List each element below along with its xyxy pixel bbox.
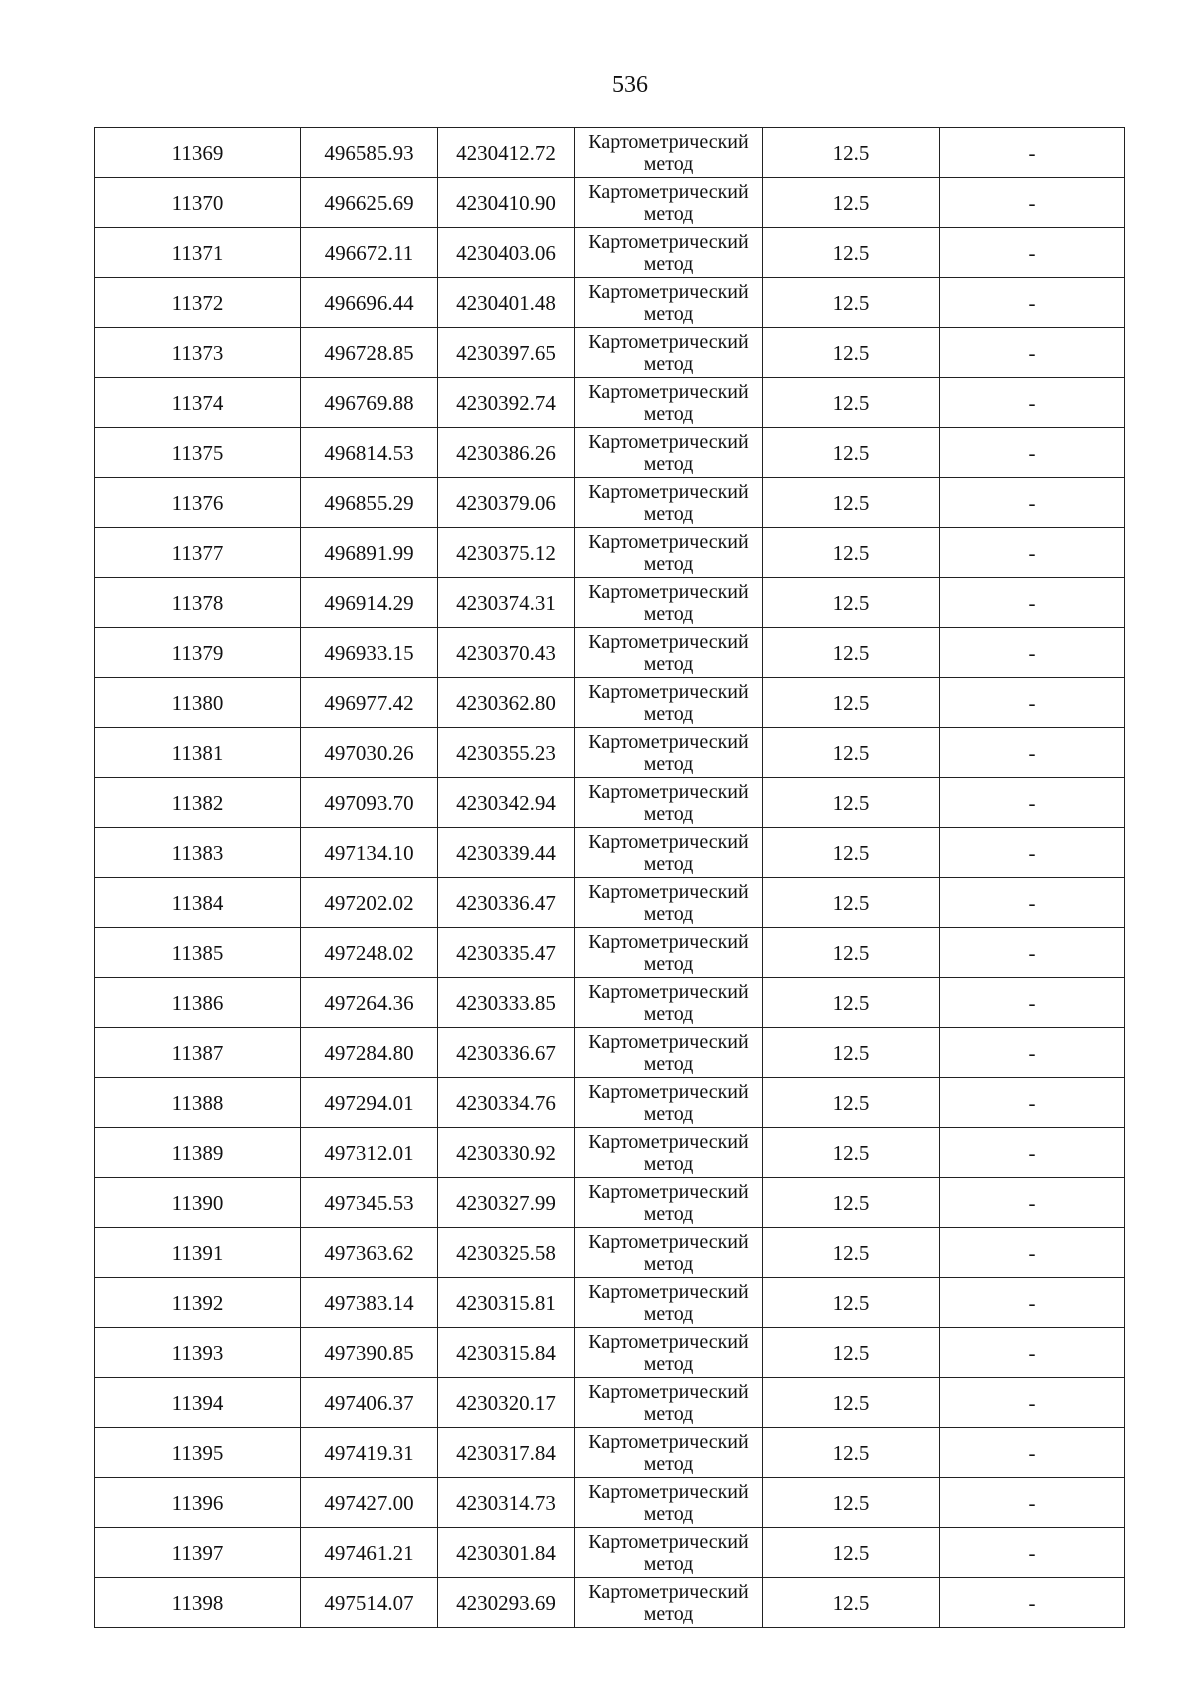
method-line-2: метод	[643, 352, 694, 375]
method-cell	[575, 1528, 763, 1578]
point-number-cell: 11376	[95, 478, 301, 528]
method-line-1: Картометрический	[588, 780, 749, 803]
note-cell: -	[940, 1528, 1125, 1578]
method-line-2: метод	[643, 252, 694, 275]
y-coordinate-cell: 4230339.44	[438, 828, 575, 878]
method-cell	[575, 1278, 763, 1328]
x-coordinate-cell: 497345.53	[301, 1178, 438, 1228]
table-row	[95, 128, 1125, 178]
note-cell: -	[940, 1278, 1125, 1328]
point-number-cell: 11377	[95, 528, 301, 578]
accuracy-cell: 12.5	[763, 378, 940, 428]
y-coordinate-cell: 4230362.80	[438, 678, 575, 728]
x-coordinate-cell: 497406.37	[301, 1378, 438, 1428]
x-coordinate-cell: 496914.29	[301, 578, 438, 628]
table-row	[95, 678, 1125, 728]
table-row	[95, 828, 1125, 878]
accuracy-cell: 12.5	[763, 828, 940, 878]
note-cell: -	[940, 1128, 1125, 1178]
accuracy-cell: 12.5	[763, 328, 940, 378]
method-line-1: Картометрический	[588, 580, 749, 603]
note-cell: -	[940, 478, 1125, 528]
method-cell	[575, 278, 763, 328]
point-number-cell: 11379	[95, 628, 301, 678]
method-line-2: метод	[643, 952, 694, 975]
method-line-2: метод	[643, 202, 694, 225]
method-cell	[575, 428, 763, 478]
accuracy-cell: 12.5	[763, 728, 940, 778]
table-row	[95, 1078, 1125, 1128]
note-cell: -	[940, 1228, 1125, 1278]
method-line-2: метод	[643, 902, 694, 925]
accuracy-cell: 12.5	[763, 478, 940, 528]
note-cell: -	[940, 878, 1125, 928]
x-coordinate-cell: 497284.80	[301, 1028, 438, 1078]
table-row	[95, 328, 1125, 378]
method-line-1: Картометрический	[588, 480, 749, 503]
table-row	[95, 528, 1125, 578]
note-cell: -	[940, 678, 1125, 728]
accuracy-cell: 12.5	[763, 778, 940, 828]
table-row	[95, 1578, 1125, 1628]
method-line-1: Картометрический	[588, 380, 749, 403]
x-coordinate-cell: 497030.26	[301, 728, 438, 778]
accuracy-cell: 12.5	[763, 578, 940, 628]
note-cell: -	[940, 1428, 1125, 1478]
method-line-2: метод	[643, 1552, 694, 1575]
accuracy-cell: 12.5	[763, 928, 940, 978]
y-coordinate-cell: 4230355.23	[438, 728, 575, 778]
y-coordinate-cell: 4230386.26	[438, 428, 575, 478]
coordinates-table	[94, 127, 1125, 1628]
point-number-cell: 11387	[95, 1028, 301, 1078]
point-number-cell: 11388	[95, 1078, 301, 1128]
point-number-cell: 11396	[95, 1478, 301, 1528]
method-line-1: Картометрический	[588, 830, 749, 853]
x-coordinate-cell: 496977.42	[301, 678, 438, 728]
accuracy-cell: 12.5	[763, 528, 940, 578]
accuracy-cell: 12.5	[763, 1228, 940, 1278]
point-number-cell: 11372	[95, 278, 301, 328]
note-cell: -	[940, 1028, 1125, 1078]
note-cell: -	[940, 578, 1125, 628]
y-coordinate-cell: 4230315.81	[438, 1278, 575, 1328]
method-line-2: метод	[643, 1002, 694, 1025]
accuracy-cell: 12.5	[763, 1378, 940, 1428]
method-line-2: метод	[643, 502, 694, 525]
y-coordinate-cell: 4230370.43	[438, 628, 575, 678]
accuracy-cell: 12.5	[763, 1078, 940, 1128]
method-line-1: Картометрический	[588, 1480, 749, 1503]
accuracy-cell: 12.5	[763, 278, 940, 328]
accuracy-cell: 12.5	[763, 1528, 940, 1578]
table-row	[95, 378, 1125, 428]
table-row	[95, 628, 1125, 678]
y-coordinate-cell: 4230397.65	[438, 328, 575, 378]
point-number-cell: 11380	[95, 678, 301, 728]
method-line-1: Картометрический	[588, 280, 749, 303]
method-line-1: Картометрический	[588, 180, 749, 203]
accuracy-cell: 12.5	[763, 1328, 940, 1378]
method-line-1: Картометрический	[588, 1130, 749, 1153]
method-line-2: метод	[643, 802, 694, 825]
y-coordinate-cell: 4230327.99	[438, 1178, 575, 1228]
x-coordinate-cell: 497202.02	[301, 878, 438, 928]
note-cell: -	[940, 378, 1125, 428]
table-row	[95, 1278, 1125, 1328]
table-row	[95, 878, 1125, 928]
table-row	[95, 1028, 1125, 1078]
method-cell	[575, 1428, 763, 1478]
point-number-cell: 11375	[95, 428, 301, 478]
point-number-cell: 11389	[95, 1128, 301, 1178]
accuracy-cell: 12.5	[763, 1178, 940, 1228]
x-coordinate-cell: 497248.02	[301, 928, 438, 978]
accuracy-cell: 12.5	[763, 1128, 940, 1178]
x-coordinate-cell: 497134.10	[301, 828, 438, 878]
y-coordinate-cell: 4230314.73	[438, 1478, 575, 1528]
y-coordinate-cell: 4230293.69	[438, 1578, 575, 1628]
y-coordinate-cell: 4230317.84	[438, 1428, 575, 1478]
accuracy-cell: 12.5	[763, 128, 940, 178]
x-coordinate-cell: 497264.36	[301, 978, 438, 1028]
y-coordinate-cell: 4230342.94	[438, 778, 575, 828]
x-coordinate-cell: 497312.01	[301, 1128, 438, 1178]
x-coordinate-cell: 497419.31	[301, 1428, 438, 1478]
note-cell: -	[940, 1378, 1125, 1428]
method-line-1: Картометрический	[588, 1580, 749, 1603]
method-line-2: метод	[643, 1502, 694, 1525]
accuracy-cell: 12.5	[763, 1278, 940, 1328]
y-coordinate-cell: 4230315.84	[438, 1328, 575, 1378]
method-line-1: Картометрический	[588, 1380, 749, 1403]
x-coordinate-cell: 497461.21	[301, 1528, 438, 1578]
table-row	[95, 778, 1125, 828]
y-coordinate-cell: 4230412.72	[438, 128, 575, 178]
point-number-cell: 11383	[95, 828, 301, 878]
method-line-2: метод	[643, 1102, 694, 1125]
table-row	[95, 1478, 1125, 1528]
method-line-1: Картометрический	[588, 730, 749, 753]
table-row	[95, 178, 1125, 228]
table-row	[95, 428, 1125, 478]
method-cell	[575, 1178, 763, 1228]
table-row	[95, 1328, 1125, 1378]
method-line-2: метод	[643, 1202, 694, 1225]
method-cell	[575, 828, 763, 878]
accuracy-cell: 12.5	[763, 628, 940, 678]
method-line-1: Картометрический	[588, 880, 749, 903]
y-coordinate-cell: 4230320.17	[438, 1378, 575, 1428]
page-number: 536	[612, 72, 648, 98]
method-line-2: метод	[643, 1252, 694, 1275]
method-cell	[575, 478, 763, 528]
y-coordinate-cell: 4230392.74	[438, 378, 575, 428]
point-number-cell: 11369	[95, 128, 301, 178]
x-coordinate-cell: 496728.85	[301, 328, 438, 378]
note-cell: -	[940, 428, 1125, 478]
method-cell	[575, 628, 763, 678]
method-line-1: Картометрический	[588, 680, 749, 703]
method-line-1: Картометрический	[588, 430, 749, 453]
method-line-2: метод	[643, 1152, 694, 1175]
y-coordinate-cell: 4230336.47	[438, 878, 575, 928]
x-coordinate-cell: 496814.53	[301, 428, 438, 478]
point-number-cell: 11384	[95, 878, 301, 928]
x-coordinate-cell: 497383.14	[301, 1278, 438, 1328]
method-line-2: метод	[643, 752, 694, 775]
table-row	[95, 1428, 1125, 1478]
table-row	[95, 278, 1125, 328]
method-line-1: Картометрический	[588, 1080, 749, 1103]
method-cell	[575, 1328, 763, 1378]
accuracy-cell: 12.5	[763, 678, 940, 728]
note-cell: -	[940, 228, 1125, 278]
method-line-1: Картометрический	[588, 980, 749, 1003]
x-coordinate-cell: 497294.01	[301, 1078, 438, 1128]
method-cell	[575, 678, 763, 728]
method-line-2: метод	[643, 652, 694, 675]
x-coordinate-cell: 496933.15	[301, 628, 438, 678]
table-row	[95, 1128, 1125, 1178]
y-coordinate-cell: 4230336.67	[438, 1028, 575, 1078]
note-cell: -	[940, 628, 1125, 678]
coordinates-table-body	[95, 128, 1125, 1628]
method-line-2: метод	[643, 552, 694, 575]
method-cell	[575, 978, 763, 1028]
note-cell: -	[940, 1078, 1125, 1128]
note-cell: -	[940, 1178, 1125, 1228]
note-cell: -	[940, 1328, 1125, 1378]
point-number-cell: 11382	[95, 778, 301, 828]
note-cell: -	[940, 328, 1125, 378]
point-number-cell: 11392	[95, 1278, 301, 1328]
method-line-2: метод	[643, 852, 694, 875]
x-coordinate-cell: 497363.62	[301, 1228, 438, 1278]
method-line-1: Картометрический	[588, 930, 749, 953]
accuracy-cell: 12.5	[763, 1578, 940, 1628]
point-number-cell: 11393	[95, 1328, 301, 1378]
method-cell	[575, 1128, 763, 1178]
method-cell	[575, 378, 763, 428]
method-cell	[575, 228, 763, 278]
method-line-2: метод	[643, 602, 694, 625]
y-coordinate-cell: 4230403.06	[438, 228, 575, 278]
point-number-cell: 11398	[95, 1578, 301, 1628]
method-line-1: Картометрический	[588, 1280, 749, 1303]
note-cell: -	[940, 928, 1125, 978]
method-cell	[575, 928, 763, 978]
point-number-cell: 11378	[95, 578, 301, 628]
point-number-cell: 11397	[95, 1528, 301, 1578]
method-line-2: метод	[643, 702, 694, 725]
table-row	[95, 1378, 1125, 1428]
method-cell	[575, 1378, 763, 1428]
method-cell	[575, 1028, 763, 1078]
point-number-cell: 11386	[95, 978, 301, 1028]
accuracy-cell: 12.5	[763, 228, 940, 278]
method-line-2: метод	[643, 1402, 694, 1425]
method-cell	[575, 328, 763, 378]
accuracy-cell: 12.5	[763, 1028, 940, 1078]
method-line-2: метод	[643, 1052, 694, 1075]
table-row	[95, 978, 1125, 1028]
method-line-1: Картометрический	[588, 1330, 749, 1353]
method-line-2: метод	[643, 152, 694, 175]
y-coordinate-cell: 4230375.12	[438, 528, 575, 578]
x-coordinate-cell: 497514.07	[301, 1578, 438, 1628]
method-line-1: Картометрический	[588, 530, 749, 553]
table-row	[95, 478, 1125, 528]
accuracy-cell: 12.5	[763, 178, 940, 228]
table-row	[95, 928, 1125, 978]
method-cell	[575, 1228, 763, 1278]
point-number-cell: 11391	[95, 1228, 301, 1278]
y-coordinate-cell: 4230335.47	[438, 928, 575, 978]
y-coordinate-cell: 4230301.84	[438, 1528, 575, 1578]
method-line-1: Картометрический	[588, 1430, 749, 1453]
method-cell	[575, 528, 763, 578]
note-cell: -	[940, 828, 1125, 878]
method-line-2: метод	[643, 1302, 694, 1325]
method-line-1: Картометрический	[588, 130, 749, 153]
method-cell	[575, 178, 763, 228]
method-cell	[575, 728, 763, 778]
x-coordinate-cell: 496855.29	[301, 478, 438, 528]
note-cell: -	[940, 528, 1125, 578]
point-number-cell: 11394	[95, 1378, 301, 1428]
point-number-cell: 11381	[95, 728, 301, 778]
table-row	[95, 1228, 1125, 1278]
x-coordinate-cell: 496696.44	[301, 278, 438, 328]
table-row	[95, 1178, 1125, 1228]
method-cell	[575, 128, 763, 178]
y-coordinate-cell: 4230410.90	[438, 178, 575, 228]
method-line-1: Картометрический	[588, 330, 749, 353]
method-cell	[575, 1078, 763, 1128]
note-cell: -	[940, 178, 1125, 228]
point-number-cell: 11385	[95, 928, 301, 978]
accuracy-cell: 12.5	[763, 1428, 940, 1478]
method-line-2: метод	[643, 1452, 694, 1475]
x-coordinate-cell: 497093.70	[301, 778, 438, 828]
table-row	[95, 728, 1125, 778]
y-coordinate-cell: 4230330.92	[438, 1128, 575, 1178]
note-cell: -	[940, 278, 1125, 328]
note-cell: -	[940, 728, 1125, 778]
note-cell: -	[940, 128, 1125, 178]
note-cell: -	[940, 1578, 1125, 1628]
point-number-cell: 11374	[95, 378, 301, 428]
accuracy-cell: 12.5	[763, 428, 940, 478]
accuracy-cell: 12.5	[763, 978, 940, 1028]
x-coordinate-cell: 497390.85	[301, 1328, 438, 1378]
accuracy-cell: 12.5	[763, 878, 940, 928]
point-number-cell: 11371	[95, 228, 301, 278]
method-line-2: метод	[643, 1602, 694, 1625]
method-cell	[575, 1578, 763, 1628]
method-line-2: метод	[643, 452, 694, 475]
y-coordinate-cell: 4230374.31	[438, 578, 575, 628]
method-cell	[575, 1478, 763, 1528]
method-line-1: Картометрический	[588, 230, 749, 253]
note-cell: -	[940, 978, 1125, 1028]
x-coordinate-cell: 496891.99	[301, 528, 438, 578]
y-coordinate-cell: 4230325.58	[438, 1228, 575, 1278]
x-coordinate-cell: 496585.93	[301, 128, 438, 178]
table-row	[95, 578, 1125, 628]
note-cell: -	[940, 1478, 1125, 1528]
x-coordinate-cell: 496625.69	[301, 178, 438, 228]
method-cell	[575, 578, 763, 628]
method-line-1: Картометрический	[588, 1180, 749, 1203]
x-coordinate-cell: 497427.00	[301, 1478, 438, 1528]
y-coordinate-cell: 4230401.48	[438, 278, 575, 328]
method-line-1: Картометрический	[588, 1230, 749, 1253]
method-cell	[575, 778, 763, 828]
method-line-1: Картометрический	[588, 1530, 749, 1553]
method-line-2: метод	[643, 1352, 694, 1375]
y-coordinate-cell: 4230334.76	[438, 1078, 575, 1128]
method-line-1: Картометрический	[588, 630, 749, 653]
point-number-cell: 11390	[95, 1178, 301, 1228]
method-cell	[575, 878, 763, 928]
method-line-1: Картометрический	[588, 1030, 749, 1053]
table-row	[95, 228, 1125, 278]
point-number-cell: 11395	[95, 1428, 301, 1478]
method-line-2: метод	[643, 402, 694, 425]
accuracy-cell: 12.5	[763, 1478, 940, 1528]
y-coordinate-cell: 4230379.06	[438, 478, 575, 528]
x-coordinate-cell: 496769.88	[301, 378, 438, 428]
point-number-cell: 11370	[95, 178, 301, 228]
table-row	[95, 1528, 1125, 1578]
point-number-cell: 11373	[95, 328, 301, 378]
x-coordinate-cell: 496672.11	[301, 228, 438, 278]
y-coordinate-cell: 4230333.85	[438, 978, 575, 1028]
note-cell: -	[940, 778, 1125, 828]
method-line-2: метод	[643, 302, 694, 325]
